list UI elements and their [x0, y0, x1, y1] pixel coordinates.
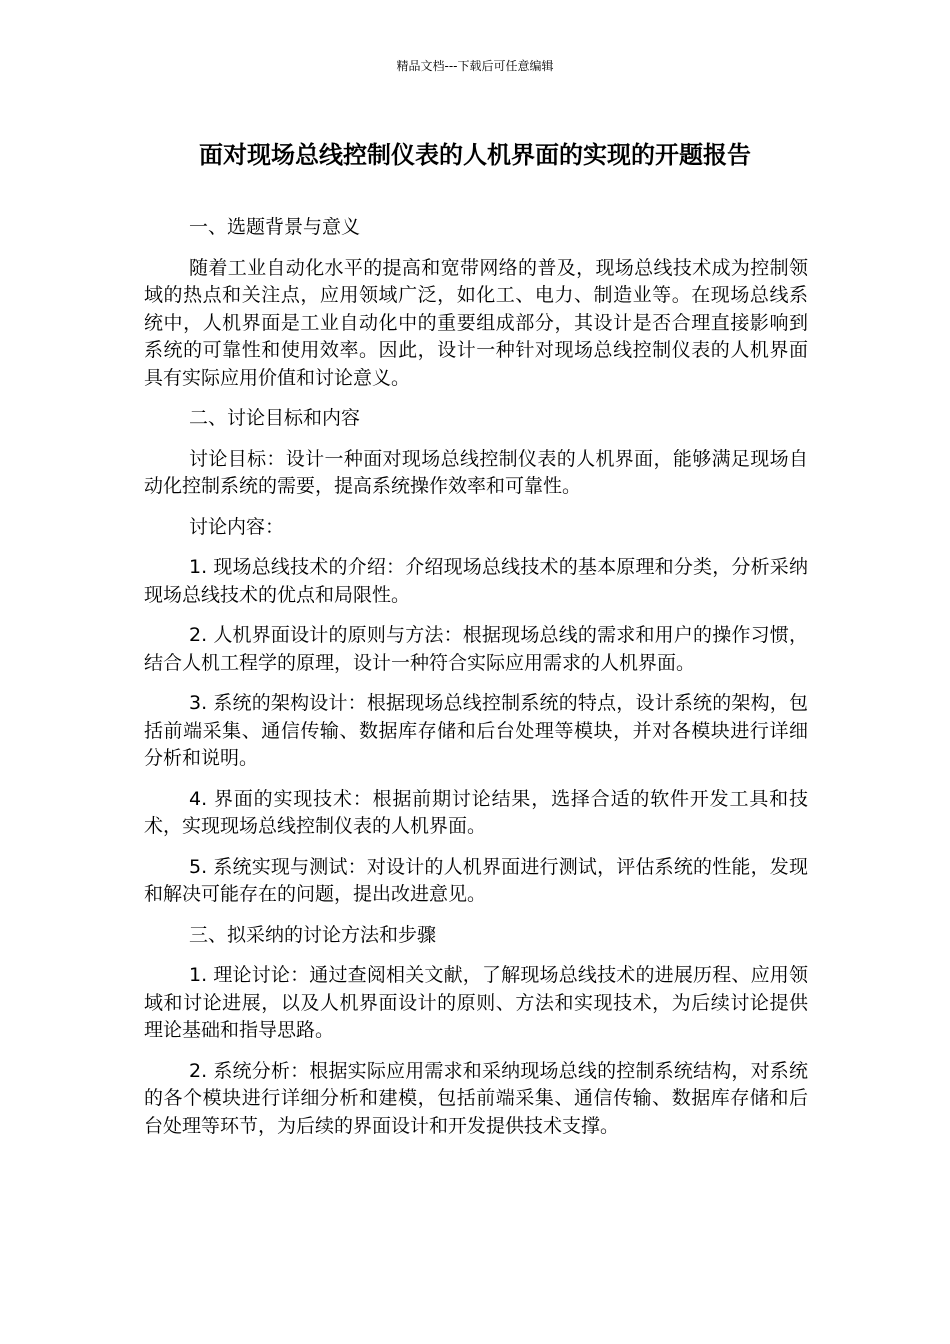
section-heading-background: 一、选题背景与意义 — [189, 216, 361, 238]
list-item-content-4: 4. 界面的实现技术：根据前期讨论结果，选择合适的软件开发工具和技术，实现现场总线控制仪表的人机界面。 — [144, 787, 808, 837]
paragraph-goals: 讨论目标：设计一种面对现场总线控制仪表的人机界面，能够满足现场自动化控制系统的需要，提高系统操作效率和可靠性。 — [144, 447, 808, 497]
list-item-content-2: 2. 人机界面设计的原则与方法：根据现场总线的需求和用户的操作习惯，结合人机工程学的原理，设计一种符合实际应用需求的人机界面。 — [144, 624, 808, 674]
section-heading-methods: 三、拟采纳的讨论方法和步骤 — [189, 923, 437, 946]
list-item-method-2: 2. 系统分析：根据实际应用需求和采纳现场总线的控制系统结构，对系统的各个模块进行详细分析和建模，包括前端采集、通信传输、数据库存储和后台处理等环节，为后续的界面设计和开发提供技术支撑。 — [144, 1059, 808, 1137]
paragraph-background: 随着工业自动化水平的提高和宽带网络的普及，现场总线技术成为控制领域的热点和关注点，应用领域广泛，如化工、电力、制造业等。在现场总线系统中，人机界面是工业自动化中的重要组成部分，其设计是否合理直接影响到系统的可靠性和使用效率。因此，设计一种针对现场总线控制仪表的人机界面具有实际应用价值和讨论意义。 — [144, 256, 808, 389]
section-heading-goals: 二、讨论目标和内容 — [189, 407, 361, 429]
document-title: 面对现场总线控制仪表的人机界面的实现的开题报告 — [199, 141, 751, 169]
list-item-content-3: 3. 系统的架构设计：根据现场总线控制系统的特点，设计系统的架构，包括前端采集、通信传输、数据库存储和后台处理等模块，并对各模块进行详细分析和说明。 — [144, 692, 808, 769]
list-item-content-5: 5. 系统实现与测试：对设计的人机界面进行测试，评估系统的性能，发现和解决可能存在的问题，提出改进意见。 — [144, 855, 808, 905]
document-body — [144, 214, 808, 1153]
list-item-content-1: 1. 现场总线技术的介绍：介绍现场总线技术的基本原理和分类，分析采纳现场总线技术的优点和局限性。 — [144, 556, 808, 606]
paragraph-content-label: 讨论内容： — [189, 515, 285, 538]
header-note: 精品文档---下载后可任意编辑 — [396, 59, 554, 73]
list-item-method-1: 1. 理论讨论：通过查阅相关文献，了解现场总线技术的进展历程、应用领域和讨论进展，以及人机界面设计的原则、方法和实现技术，为后续讨论提供理论基础和指导思路。 — [144, 964, 808, 1041]
